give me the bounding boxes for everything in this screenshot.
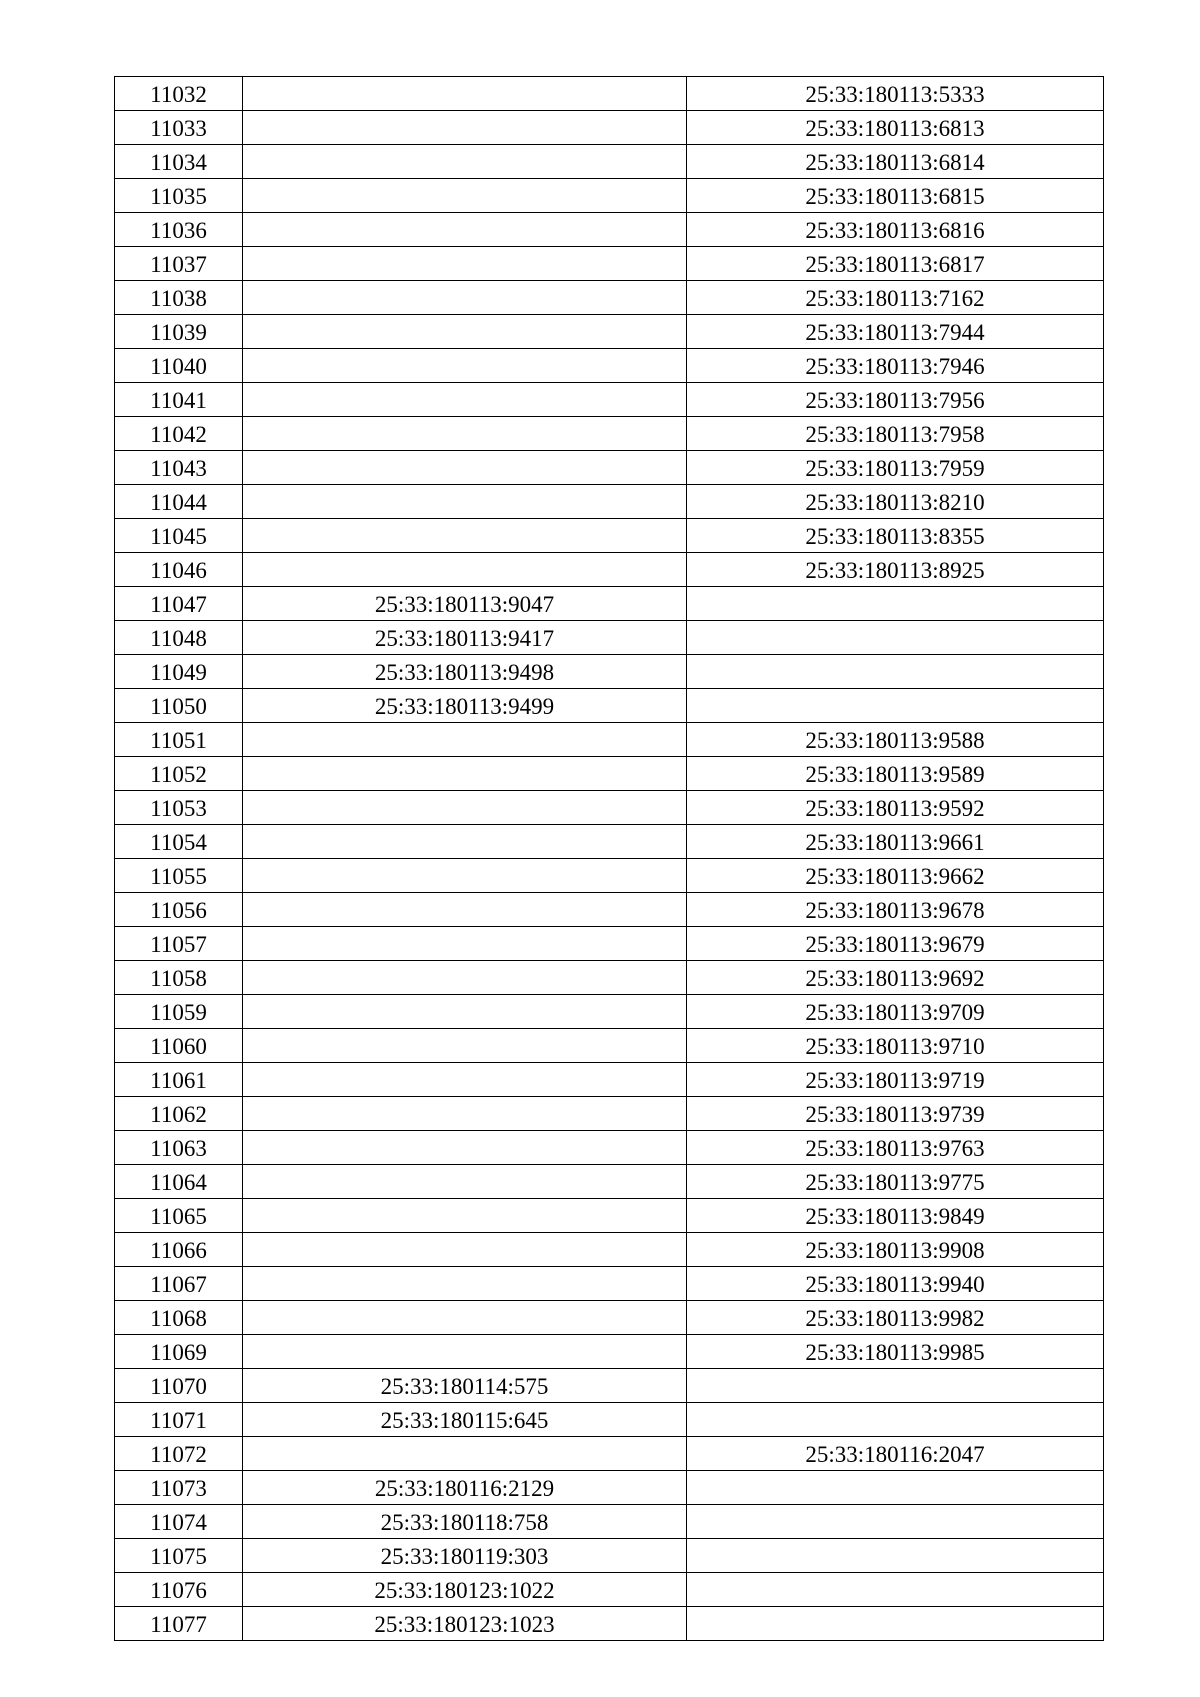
row-number-cell: 11069 bbox=[115, 1335, 243, 1369]
table-row bbox=[115, 77, 1104, 111]
cadastral-number-col2-cell: 25:33:180116:2129 bbox=[243, 1471, 687, 1505]
table-row bbox=[115, 791, 1104, 825]
cadastral-number-col3-cell: 25:33:180113:9985 bbox=[687, 1335, 1104, 1369]
row-number-cell: 11049 bbox=[115, 655, 243, 689]
cadastral-number-col2-cell bbox=[243, 485, 687, 519]
cadastral-number-col2-cell: 25:33:180113:9047 bbox=[243, 587, 687, 621]
table-row bbox=[115, 145, 1104, 179]
row-number-cell: 11066 bbox=[115, 1233, 243, 1267]
row-number-cell: 11036 bbox=[115, 213, 243, 247]
cadastral-number-col3-cell: 25:33:180113:9709 bbox=[687, 995, 1104, 1029]
table-row bbox=[115, 111, 1104, 145]
row-number-cell: 11062 bbox=[115, 1097, 243, 1131]
table-row bbox=[115, 1505, 1104, 1539]
row-number-cell: 11047 bbox=[115, 587, 243, 621]
cadastral-number-col2-cell bbox=[243, 1131, 687, 1165]
cadastral-number-col3-cell: 25:33:180113:9849 bbox=[687, 1199, 1104, 1233]
row-number-cell: 11072 bbox=[115, 1437, 243, 1471]
table-row bbox=[115, 893, 1104, 927]
cadastral-number-col2-cell bbox=[243, 247, 687, 281]
cadastral-number-col3-cell bbox=[687, 1505, 1104, 1539]
cadastral-number-col2-cell bbox=[243, 1437, 687, 1471]
table-row bbox=[115, 927, 1104, 961]
row-number-cell: 11050 bbox=[115, 689, 243, 723]
cadastral-number-col3-cell: 25:33:180113:8355 bbox=[687, 519, 1104, 553]
table-row bbox=[115, 961, 1104, 995]
cadastral-number-col3-cell bbox=[687, 1403, 1104, 1437]
table-body bbox=[115, 77, 1104, 1641]
cadastral-number-col3-cell: 25:33:180113:9661 bbox=[687, 825, 1104, 859]
row-number-cell: 11064 bbox=[115, 1165, 243, 1199]
cadastral-number-col3-cell: 25:33:180113:9678 bbox=[687, 893, 1104, 927]
cadastral-number-col2-cell bbox=[243, 961, 687, 995]
cadastral-number-col3-cell: 25:33:180113:7162 bbox=[687, 281, 1104, 315]
cadastral-number-col3-cell bbox=[687, 1369, 1104, 1403]
cadastral-number-col3-cell: 25:33:180113:9982 bbox=[687, 1301, 1104, 1335]
cadastral-number-col2-cell: 25:33:180113:9498 bbox=[243, 655, 687, 689]
cadastral-number-col3-cell: 25:33:180113:6815 bbox=[687, 179, 1104, 213]
cadastral-number-col3-cell: 25:33:180113:8210 bbox=[687, 485, 1104, 519]
cadastral-number-col3-cell: 25:33:180113:6816 bbox=[687, 213, 1104, 247]
cadastral-number-col3-cell: 25:33:180113:9679 bbox=[687, 927, 1104, 961]
table-row bbox=[115, 655, 1104, 689]
row-number-cell: 11040 bbox=[115, 349, 243, 383]
table-row bbox=[115, 179, 1104, 213]
cadastral-number-col3-cell: 25:33:180113:9908 bbox=[687, 1233, 1104, 1267]
cadastral-number-col3-cell: 25:33:180113:9662 bbox=[687, 859, 1104, 893]
cadastral-number-col2-cell bbox=[243, 383, 687, 417]
cadastral-number-col2-cell: 25:33:180115:645 bbox=[243, 1403, 687, 1437]
row-number-cell: 11076 bbox=[115, 1573, 243, 1607]
cadastral-number-col2-cell bbox=[243, 927, 687, 961]
cadastral-number-col3-cell: 25:33:180113:6817 bbox=[687, 247, 1104, 281]
cadastral-number-col2-cell bbox=[243, 553, 687, 587]
row-number-cell: 11038 bbox=[115, 281, 243, 315]
cadastral-number-col2-cell bbox=[243, 145, 687, 179]
row-number-cell: 11063 bbox=[115, 1131, 243, 1165]
table-row bbox=[115, 1097, 1104, 1131]
row-number-cell: 11034 bbox=[115, 145, 243, 179]
table-row bbox=[115, 1437, 1104, 1471]
cadastral-number-col2-cell bbox=[243, 1233, 687, 1267]
cadastral-number-col2-cell bbox=[243, 791, 687, 825]
row-number-cell: 11044 bbox=[115, 485, 243, 519]
table-row bbox=[115, 1199, 1104, 1233]
table-row bbox=[115, 383, 1104, 417]
cadastral-number-col3-cell: 25:33:180113:9739 bbox=[687, 1097, 1104, 1131]
cadastral-number-col3-cell: 25:33:180113:7958 bbox=[687, 417, 1104, 451]
cadastral-number-col2-cell bbox=[243, 417, 687, 451]
cadastral-number-col2-cell bbox=[243, 519, 687, 553]
table-row bbox=[115, 995, 1104, 1029]
cadastral-number-col2-cell bbox=[243, 111, 687, 145]
table-row bbox=[115, 587, 1104, 621]
table-row bbox=[115, 1233, 1104, 1267]
cadastral-number-col3-cell: 25:33:180113:9692 bbox=[687, 961, 1104, 995]
cadastral-number-col2-cell: 25:33:180113:9499 bbox=[243, 689, 687, 723]
table-row bbox=[115, 757, 1104, 791]
table-row bbox=[115, 1131, 1104, 1165]
cadastral-number-col2-cell bbox=[243, 1199, 687, 1233]
table-row bbox=[115, 621, 1104, 655]
cadastral-number-col3-cell bbox=[687, 655, 1104, 689]
row-number-cell: 11073 bbox=[115, 1471, 243, 1505]
row-number-cell: 11074 bbox=[115, 1505, 243, 1539]
table-row bbox=[115, 519, 1104, 553]
table-row bbox=[115, 1029, 1104, 1063]
row-number-cell: 11068 bbox=[115, 1301, 243, 1335]
row-number-cell: 11045 bbox=[115, 519, 243, 553]
cadastral-number-col3-cell: 25:33:180113:8925 bbox=[687, 553, 1104, 587]
cadastral-number-col2-cell bbox=[243, 1029, 687, 1063]
cadastral-number-col3-cell: 25:33:180113:6814 bbox=[687, 145, 1104, 179]
table-row bbox=[115, 1369, 1104, 1403]
cadastral-number-col2-cell: 25:33:180123:1023 bbox=[243, 1607, 687, 1641]
cadastral-number-col3-cell bbox=[687, 1539, 1104, 1573]
cadastral-number-col3-cell: 25:33:180113:7944 bbox=[687, 315, 1104, 349]
table-row bbox=[115, 1063, 1104, 1097]
row-number-cell: 11043 bbox=[115, 451, 243, 485]
cadastral-number-col3-cell: 25:33:180113:9940 bbox=[687, 1267, 1104, 1301]
cadastral-number-col3-cell: 25:33:180113:9710 bbox=[687, 1029, 1104, 1063]
row-number-cell: 11077 bbox=[115, 1607, 243, 1641]
cadastral-number-col2-cell bbox=[243, 995, 687, 1029]
row-number-cell: 11071 bbox=[115, 1403, 243, 1437]
cadastral-number-col3-cell: 25:33:180113:9775 bbox=[687, 1165, 1104, 1199]
cadastral-number-col3-cell: 25:33:180113:7956 bbox=[687, 383, 1104, 417]
cadastral-number-col3-cell: 25:33:180113:9763 bbox=[687, 1131, 1104, 1165]
cadastral-number-col3-cell: 25:33:180113:9589 bbox=[687, 757, 1104, 791]
table-row bbox=[115, 1539, 1104, 1573]
cadastral-number-col3-cell bbox=[687, 621, 1104, 655]
table-row bbox=[115, 349, 1104, 383]
cadastral-number-col3-cell: 25:33:180113:9719 bbox=[687, 1063, 1104, 1097]
row-number-cell: 11059 bbox=[115, 995, 243, 1029]
row-number-cell: 11054 bbox=[115, 825, 243, 859]
row-number-cell: 11048 bbox=[115, 621, 243, 655]
table-row bbox=[115, 1573, 1104, 1607]
cadastral-number-col2-cell: 25:33:180118:758 bbox=[243, 1505, 687, 1539]
cadastral-number-col2-cell bbox=[243, 757, 687, 791]
cadastral-number-col2-cell bbox=[243, 1165, 687, 1199]
cadastral-number-col2-cell bbox=[243, 281, 687, 315]
cadastral-number-col3-cell bbox=[687, 1607, 1104, 1641]
row-number-cell: 11067 bbox=[115, 1267, 243, 1301]
row-number-cell: 11051 bbox=[115, 723, 243, 757]
table-row bbox=[115, 1165, 1104, 1199]
table-row bbox=[115, 1403, 1104, 1437]
cadastral-number-col3-cell: 25:33:180113:9592 bbox=[687, 791, 1104, 825]
table-row bbox=[115, 451, 1104, 485]
cadastral-number-col3-cell bbox=[687, 587, 1104, 621]
cadastral-number-col2-cell bbox=[243, 1063, 687, 1097]
cadastral-number-col2-cell bbox=[243, 349, 687, 383]
row-number-cell: 11065 bbox=[115, 1199, 243, 1233]
cadastral-number-col2-cell bbox=[243, 723, 687, 757]
row-number-cell: 11032 bbox=[115, 77, 243, 111]
table-row bbox=[115, 315, 1104, 349]
table-row bbox=[115, 859, 1104, 893]
table-row bbox=[115, 1267, 1104, 1301]
row-number-cell: 11046 bbox=[115, 553, 243, 587]
cadastral-number-col3-cell: 25:33:180113:9588 bbox=[687, 723, 1104, 757]
cadastral-number-col2-cell: 25:33:180119:303 bbox=[243, 1539, 687, 1573]
table-row bbox=[115, 1301, 1104, 1335]
table-row bbox=[115, 213, 1104, 247]
row-number-cell: 11060 bbox=[115, 1029, 243, 1063]
cadastral-number-col2-cell bbox=[243, 1097, 687, 1131]
row-number-cell: 11058 bbox=[115, 961, 243, 995]
cadastral-number-col2-cell bbox=[243, 1267, 687, 1301]
cadastral-number-col2-cell bbox=[243, 859, 687, 893]
row-number-cell: 11057 bbox=[115, 927, 243, 961]
cadastral-number-col2-cell bbox=[243, 179, 687, 213]
cadastral-number-col2-cell: 25:33:180114:575 bbox=[243, 1369, 687, 1403]
row-number-cell: 11042 bbox=[115, 417, 243, 451]
row-number-cell: 11075 bbox=[115, 1539, 243, 1573]
row-number-cell: 11070 bbox=[115, 1369, 243, 1403]
cadastral-number-col3-cell: 25:33:180113:7959 bbox=[687, 451, 1104, 485]
row-number-cell: 11035 bbox=[115, 179, 243, 213]
row-number-cell: 11033 bbox=[115, 111, 243, 145]
row-number-cell: 11055 bbox=[115, 859, 243, 893]
cadastral-number-col2-cell bbox=[243, 315, 687, 349]
cadastral-number-col2-cell bbox=[243, 451, 687, 485]
cadastral-number-col3-cell bbox=[687, 1471, 1104, 1505]
cadastral-number-col3-cell bbox=[687, 689, 1104, 723]
cadastral-number-col2-cell bbox=[243, 1301, 687, 1335]
cadastral-number-col2-cell bbox=[243, 893, 687, 927]
cadastral-number-col2-cell: 25:33:180113:9417 bbox=[243, 621, 687, 655]
table-row bbox=[115, 281, 1104, 315]
table-row bbox=[115, 723, 1104, 757]
cadastral-table bbox=[114, 76, 1104, 1641]
table-row bbox=[115, 417, 1104, 451]
cadastral-number-col2-cell bbox=[243, 213, 687, 247]
table-row bbox=[115, 825, 1104, 859]
row-number-cell: 11053 bbox=[115, 791, 243, 825]
cadastral-number-col2-cell bbox=[243, 825, 687, 859]
row-number-cell: 11061 bbox=[115, 1063, 243, 1097]
cadastral-number-col2-cell bbox=[243, 1335, 687, 1369]
table-row bbox=[115, 247, 1104, 281]
table-row bbox=[115, 1607, 1104, 1641]
cadastral-number-col3-cell: 25:33:180113:5333 bbox=[687, 77, 1104, 111]
row-number-cell: 11056 bbox=[115, 893, 243, 927]
table-row bbox=[115, 485, 1104, 519]
table-row bbox=[115, 689, 1104, 723]
cadastral-number-col2-cell bbox=[243, 77, 687, 111]
table-row bbox=[115, 553, 1104, 587]
row-number-cell: 11052 bbox=[115, 757, 243, 791]
row-number-cell: 11037 bbox=[115, 247, 243, 281]
cadastral-number-col3-cell: 25:33:180113:7946 bbox=[687, 349, 1104, 383]
row-number-cell: 11041 bbox=[115, 383, 243, 417]
cadastral-number-col3-cell: 25:33:180113:6813 bbox=[687, 111, 1104, 145]
cadastral-number-col3-cell bbox=[687, 1573, 1104, 1607]
cadastral-number-col2-cell: 25:33:180123:1022 bbox=[243, 1573, 687, 1607]
cadastral-number-col3-cell: 25:33:180116:2047 bbox=[687, 1437, 1104, 1471]
table-row bbox=[115, 1335, 1104, 1369]
row-number-cell: 11039 bbox=[115, 315, 243, 349]
table-row bbox=[115, 1471, 1104, 1505]
